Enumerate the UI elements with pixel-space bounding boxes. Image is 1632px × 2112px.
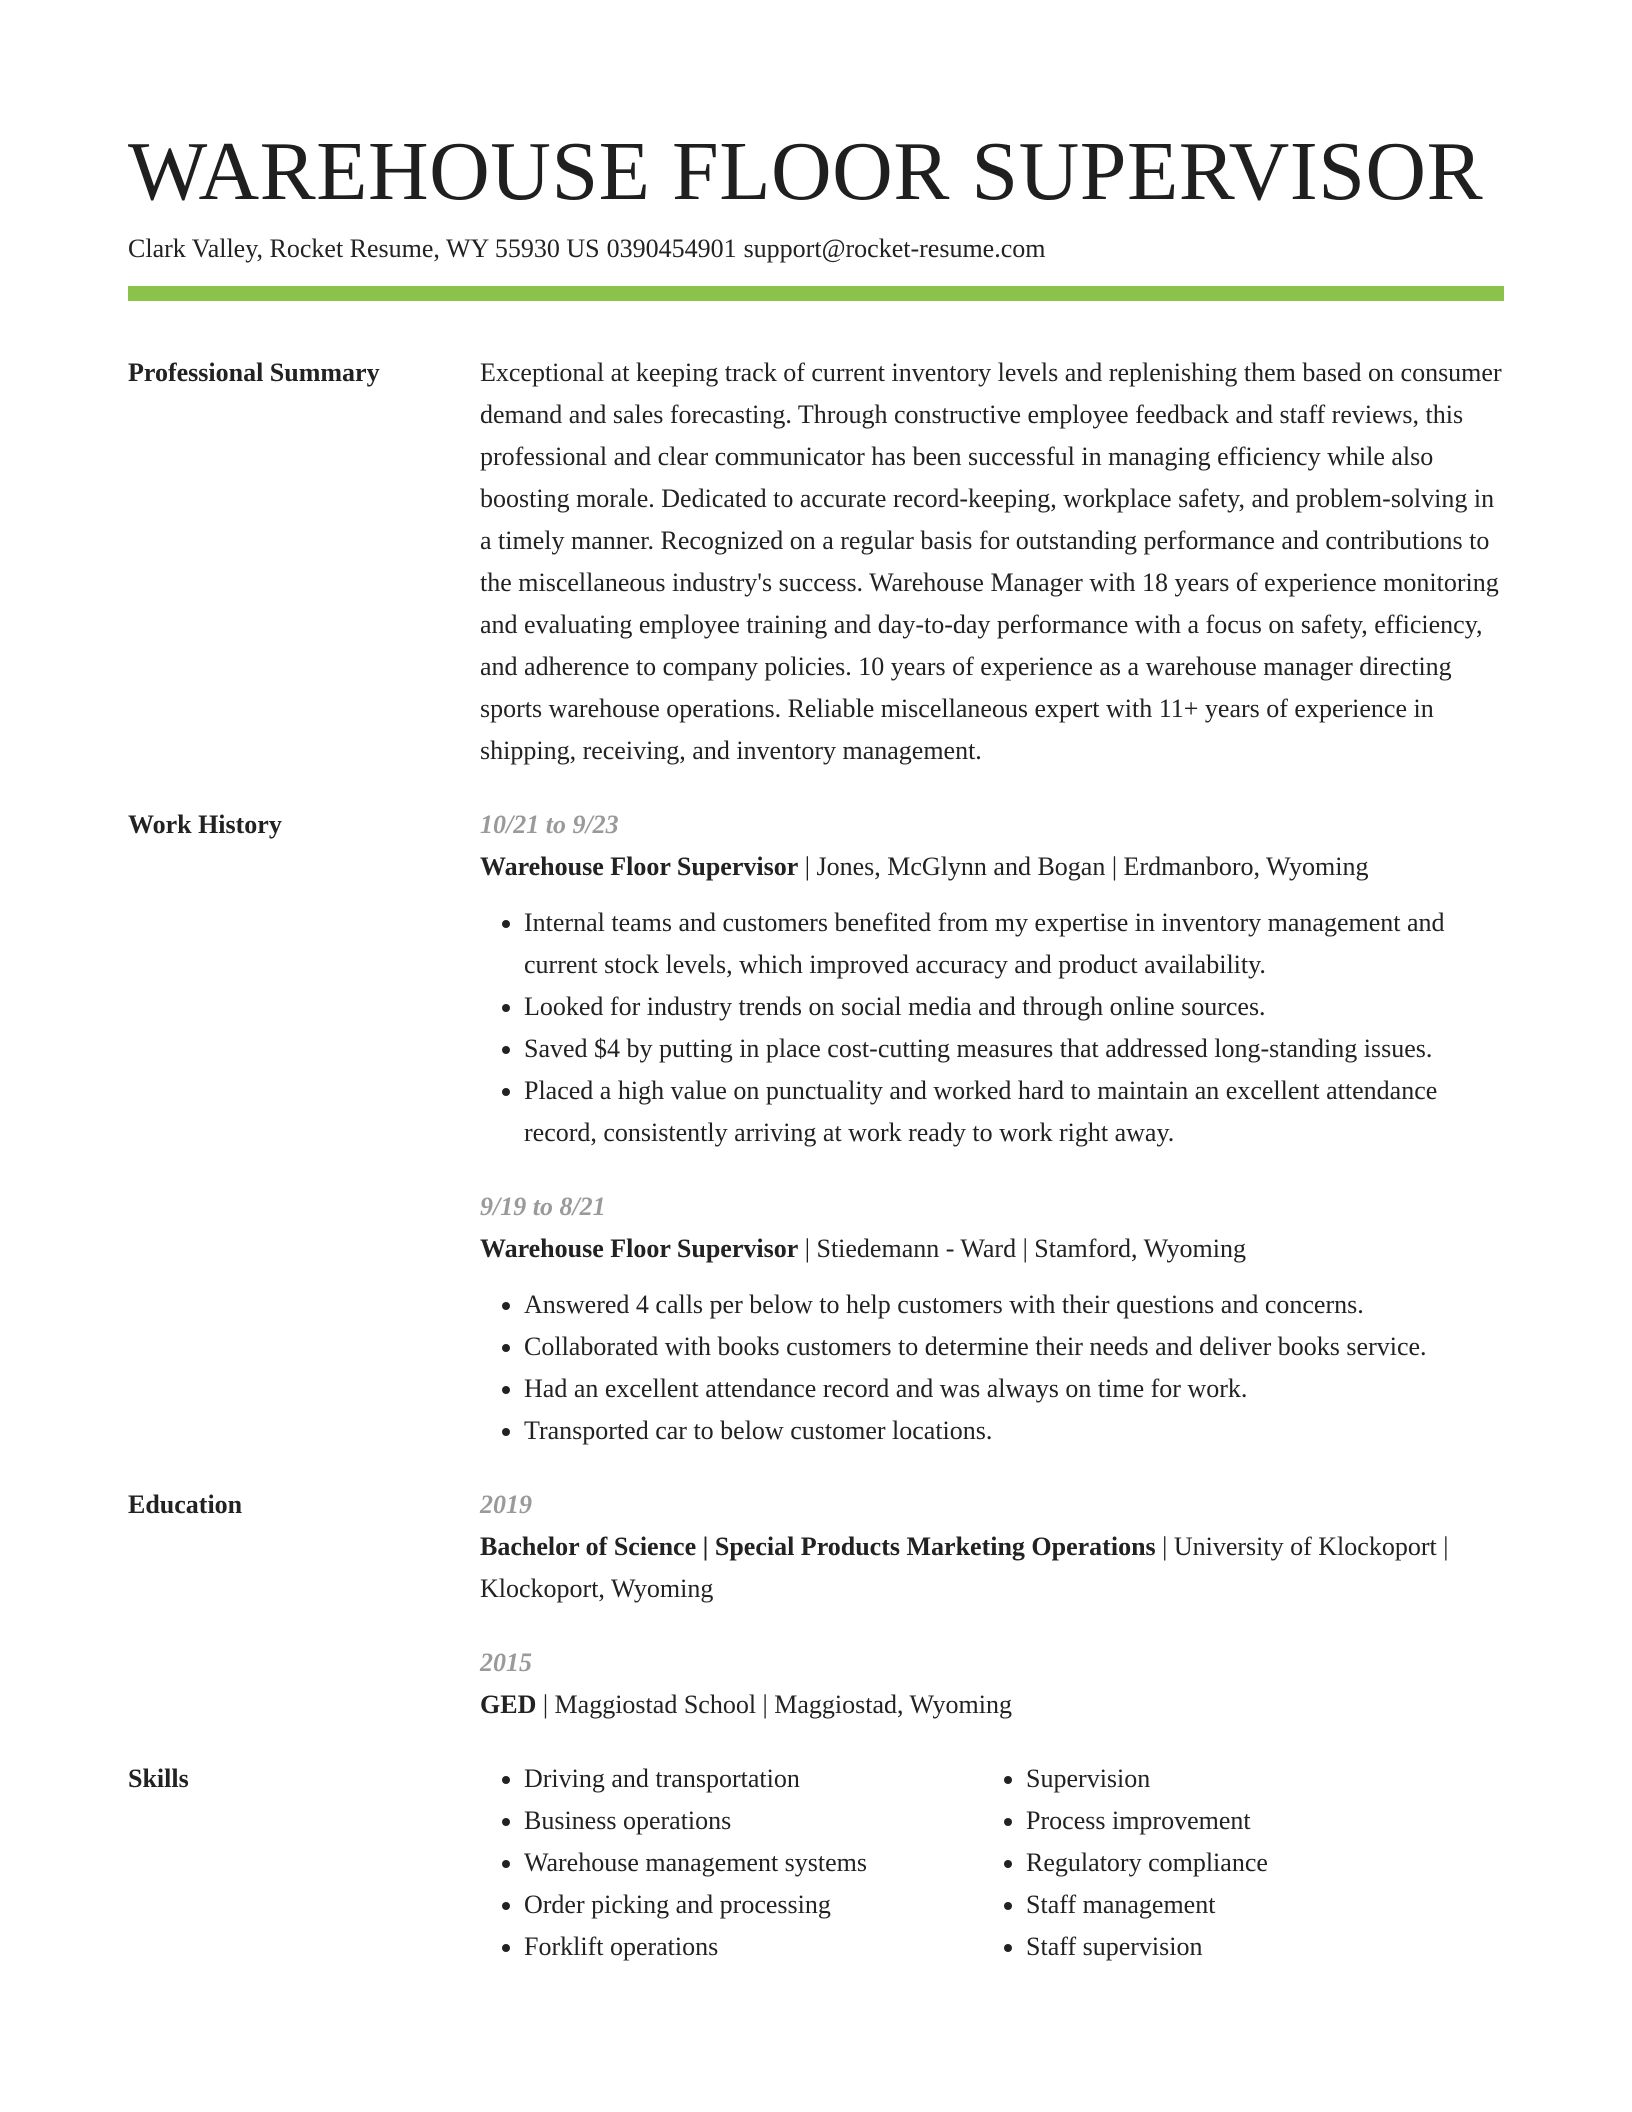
- education-section: [128, 1484, 1504, 1726]
- education-year: 2019: [480, 1490, 532, 1519]
- contact-address: Clark Valley, Rocket Resume, WY 55930 US: [128, 234, 600, 263]
- job-bullet: • Saved $4 by putting in place cost-cutting measures that addressed long-standing issues.: [524, 1028, 1504, 1070]
- skill-item: • Forklift operations: [524, 1926, 982, 1968]
- skill-item: • Warehouse management systems: [524, 1842, 982, 1884]
- education-heading: [480, 1526, 1504, 1610]
- job-entry: [480, 804, 1504, 1154]
- job-bullet: • Had an excellent attendance record and was always on time for work.: [524, 1368, 1504, 1410]
- skill-item: • Driving and transportation: [524, 1758, 982, 1800]
- section-heading-work-history: Work History: [128, 810, 282, 839]
- job-heading: [480, 1228, 1504, 1270]
- job-bullet: • Collaborated with books customers to determine their needs and deliver books service.: [524, 1326, 1504, 1368]
- skills-list-left: [480, 1758, 982, 1968]
- skill-item: • Staff supervision: [1026, 1926, 1504, 1968]
- job-bullet: • Answered 4 calls per below to help customers with their questions and concerns.: [524, 1284, 1504, 1326]
- resume-title: WAREHOUSE FLOOR SUPERVISOR: [128, 125, 1484, 218]
- job-bullets: [480, 902, 1504, 1154]
- job-bullet: • Transported car to below customer locations.: [524, 1410, 1504, 1452]
- education-entry: [480, 1484, 1504, 1610]
- skill-item: • Regulatory compliance: [1026, 1842, 1504, 1884]
- skill-item: • Business operations: [524, 1800, 982, 1842]
- work-history-section: [128, 804, 1504, 1452]
- job-heading: [480, 846, 1504, 888]
- education-year: 2015: [480, 1648, 532, 1677]
- job-dates: 10/21 to 9/23: [480, 810, 619, 839]
- skills-list-right: [982, 1758, 1504, 1968]
- skill-item: • Order picking and processing: [524, 1884, 982, 1926]
- summary-text: Exceptional at keeping track of current inventory levels and replenishing them based on consumer demand and sales forecasting. Through constructive employee feedback and staff reviews, this professional and clear communicator has been successful in managing efficiency while also boosting morale. Dedicated to accurate record-keeping, workplace safety, and problem-solving in a timely manner. Recognized on a regular basis for outstanding performance and contributions to the miscellaneous industry's success. Warehouse Manager with 18 years of experience monitoring and evaluating employee training and day-to-day performance with a focus on safety, efficiency, and adherence to company policies. 10 years of experience as a warehouse manager directing sports warehouse operations. Reliable miscellaneous expert with 11+ years of experience in shipping, receiving, and inventory management.: [480, 358, 1502, 765]
- summary-section: [128, 352, 1504, 772]
- education-heading: [480, 1684, 1504, 1726]
- degree-name: GED: [480, 1690, 537, 1719]
- skill-item: • Process improvement: [1026, 1800, 1504, 1842]
- job-details: | Jones, McGlynn and Bogan | Erdmanboro, Wyoming: [798, 852, 1369, 881]
- job-dates: 9/19 to 8/21: [480, 1192, 606, 1221]
- job-bullet: • Internal teams and customers benefited from my expertise in inventory management and current stock levels, which improved accuracy and product availability.: [524, 902, 1504, 986]
- skills-columns: [480, 1758, 1504, 1968]
- skill-item: • Staff management: [1026, 1884, 1504, 1926]
- job-bullet: • Placed a high value on punctuality and worked hard to maintain an excellent attendance record, consistently arriving at work ready to work right away.: [524, 1070, 1504, 1154]
- job-entry: [480, 1186, 1504, 1452]
- education-details: | Maggiostad School | Maggiostad, Wyoming: [536, 1690, 1012, 1719]
- accent-divider: [128, 286, 1504, 301]
- job-details: | Stiedemann - Ward | Stamford, Wyoming: [798, 1234, 1247, 1263]
- job-bullet: • Looked for industry trends on social media and through online sources.: [524, 986, 1504, 1028]
- job-title: Warehouse Floor Supervisor: [480, 1234, 799, 1263]
- job-title: Warehouse Floor Supervisor: [480, 852, 799, 881]
- resume-sections: [128, 352, 1504, 2000]
- section-heading-skills: Skills: [128, 1764, 189, 1793]
- contact-email: support@rocket-resume.com: [743, 234, 1046, 263]
- section-heading-summary: Professional Summary: [128, 358, 380, 387]
- section-heading-education: Education: [128, 1490, 243, 1519]
- job-bullets: [480, 1284, 1504, 1452]
- skill-item: • Supervision: [1026, 1758, 1504, 1800]
- contact-line: [128, 232, 1045, 266]
- contact-phone: 0390454901: [606, 234, 737, 263]
- education-entry: [480, 1642, 1504, 1726]
- education-details: | University of Klockoport | Klockoport, Wyoming: [480, 1532, 1449, 1603]
- degree-name: Bachelor of Science | Special Products Marketing Operations: [480, 1532, 1156, 1561]
- skills-section: [128, 1758, 1504, 1968]
